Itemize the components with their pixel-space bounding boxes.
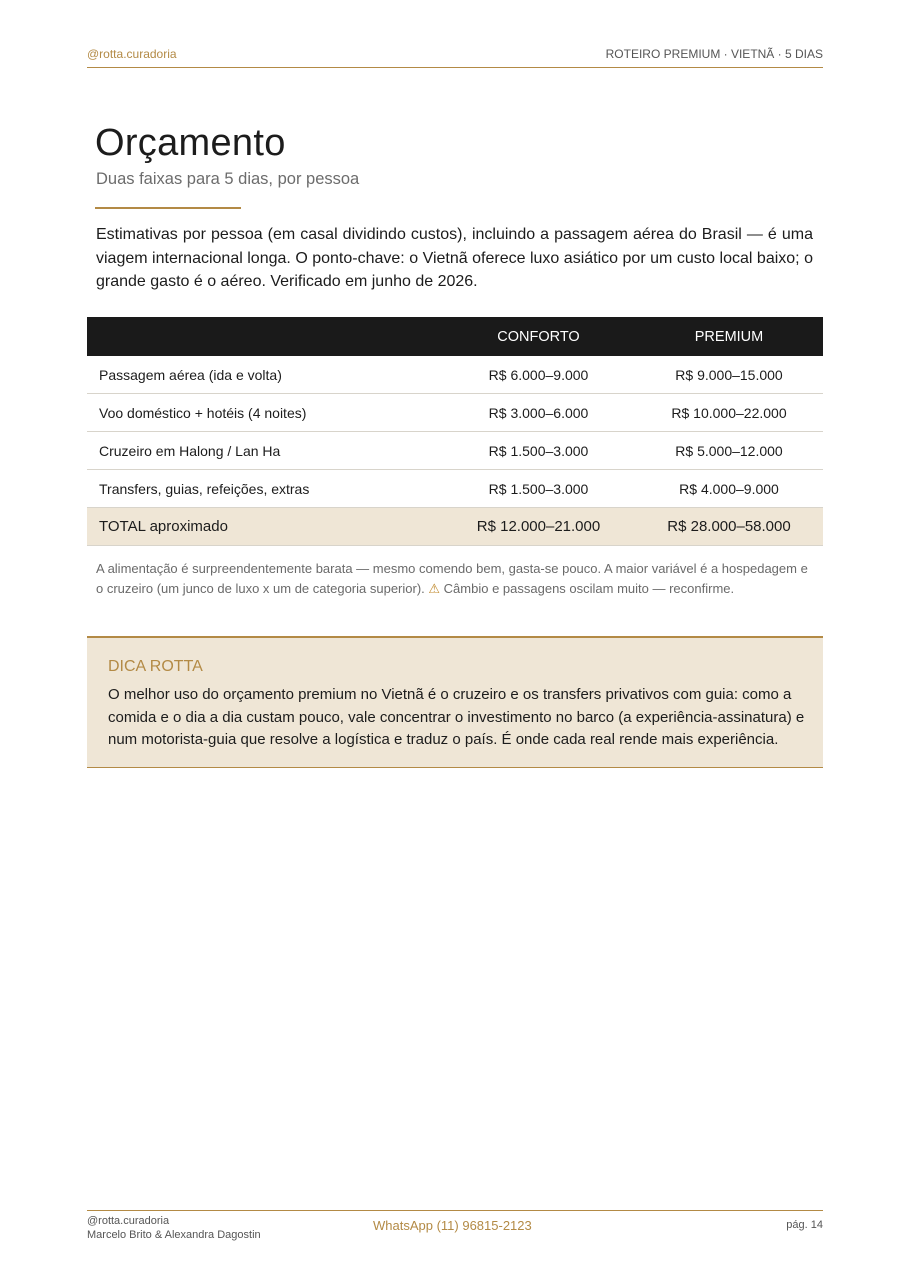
- row-conforto-value: R$ 1.500–3.000: [442, 432, 635, 470]
- page-footer: [87, 1210, 823, 1243]
- note-warning-text: Câmbio e passagens oscilam muito — reconfirme.: [443, 581, 735, 596]
- page-header: [87, 44, 823, 68]
- row-conforto-value: R$ 1.500–3.000: [442, 470, 635, 508]
- page-number: pág. 14: [786, 1219, 823, 1231]
- row-premium-value: R$ 5.000–12.000: [635, 432, 823, 470]
- budget-note: [96, 559, 811, 599]
- intro-paragraph: Estimativas por pessoa (em casal dividindo custos), incluindo a passagem aérea do Brasil — é uma viagem internacional longa. O ponto-chave: o Vietnã oferece luxo asiático por um custo local baixo; o grande gasto é o aéreo. Verificado em junho de 2026.: [96, 226, 813, 290]
- row-item-label: Voo doméstico + hotéis (4 noites): [87, 394, 442, 432]
- footer-brand: @rotta.curadoria: [87, 1215, 170, 1227]
- table-row: [87, 432, 823, 470]
- row-item-label: Transfers, guias, refeições, extras: [87, 470, 442, 508]
- budget-table: [87, 317, 823, 546]
- footer-authors: Marcelo Brito & Alexandra Dagostin: [87, 1229, 261, 1241]
- table-header-row: [87, 317, 823, 356]
- table-row: [87, 470, 823, 508]
- table-row: [87, 394, 823, 432]
- column-header-premium: PREMIUM: [635, 317, 823, 356]
- total-conforto-value: R$ 12.000–21.000: [442, 508, 635, 546]
- tip-body: O melhor uso do orçamento premium no Vietnã é o cruzeiro e os transfers privativos com guia: como a comida e o dia a dia custam pouco, vale concentrar o investimento no barco (a experiência-assinatura) e num motorista-guia que resolve a logística e traduz o país. É onde cada real rende mais experiência.: [108, 686, 805, 748]
- column-header-item: [87, 317, 442, 356]
- note-text: A alimentação é surpreendentemente barata — mesmo comendo bem, gasta-se pouco. A maior variável é a hospedagem e o cruzeiro (um junco de luxo x um de categoria superior).: [96, 561, 808, 596]
- row-premium-value: R$ 9.000–15.000: [635, 356, 823, 394]
- warning-icon: ⚠: [428, 581, 441, 596]
- footer-whatsapp-link[interactable]: WhatsApp (11) 96815-2123: [373, 1218, 532, 1233]
- tip-box: [87, 636, 823, 768]
- tip-title: DICA ROTTA: [108, 658, 203, 675]
- column-header-conforto: CONFORTO: [442, 317, 635, 356]
- page-subtitle: Duas faixas para 5 dias, por pessoa: [96, 170, 360, 188]
- row-premium-value: R$ 10.000–22.000: [635, 394, 823, 432]
- title-divider: [95, 207, 241, 209]
- total-label: TOTAL aproximado: [87, 508, 442, 546]
- page-title: Orçamento: [95, 122, 286, 164]
- row-premium-value: R$ 4.000–9.000: [635, 470, 823, 508]
- table-row: [87, 356, 823, 394]
- row-conforto-value: R$ 6.000–9.000: [442, 356, 635, 394]
- header-brand: @rotta.curadoria: [87, 47, 177, 61]
- header-running-title: ROTEIRO PREMIUM · VIETNÃ · 5 DIAS: [605, 47, 823, 61]
- row-item-label: Cruzeiro em Halong / Lan Ha: [87, 432, 442, 470]
- footer-credits: [87, 1214, 261, 1242]
- total-premium-value: R$ 28.000–58.000: [635, 508, 823, 546]
- row-item-label: Passagem aérea (ida e volta): [87, 356, 442, 394]
- row-conforto-value: R$ 3.000–6.000: [442, 394, 635, 432]
- total-row: [87, 508, 823, 546]
